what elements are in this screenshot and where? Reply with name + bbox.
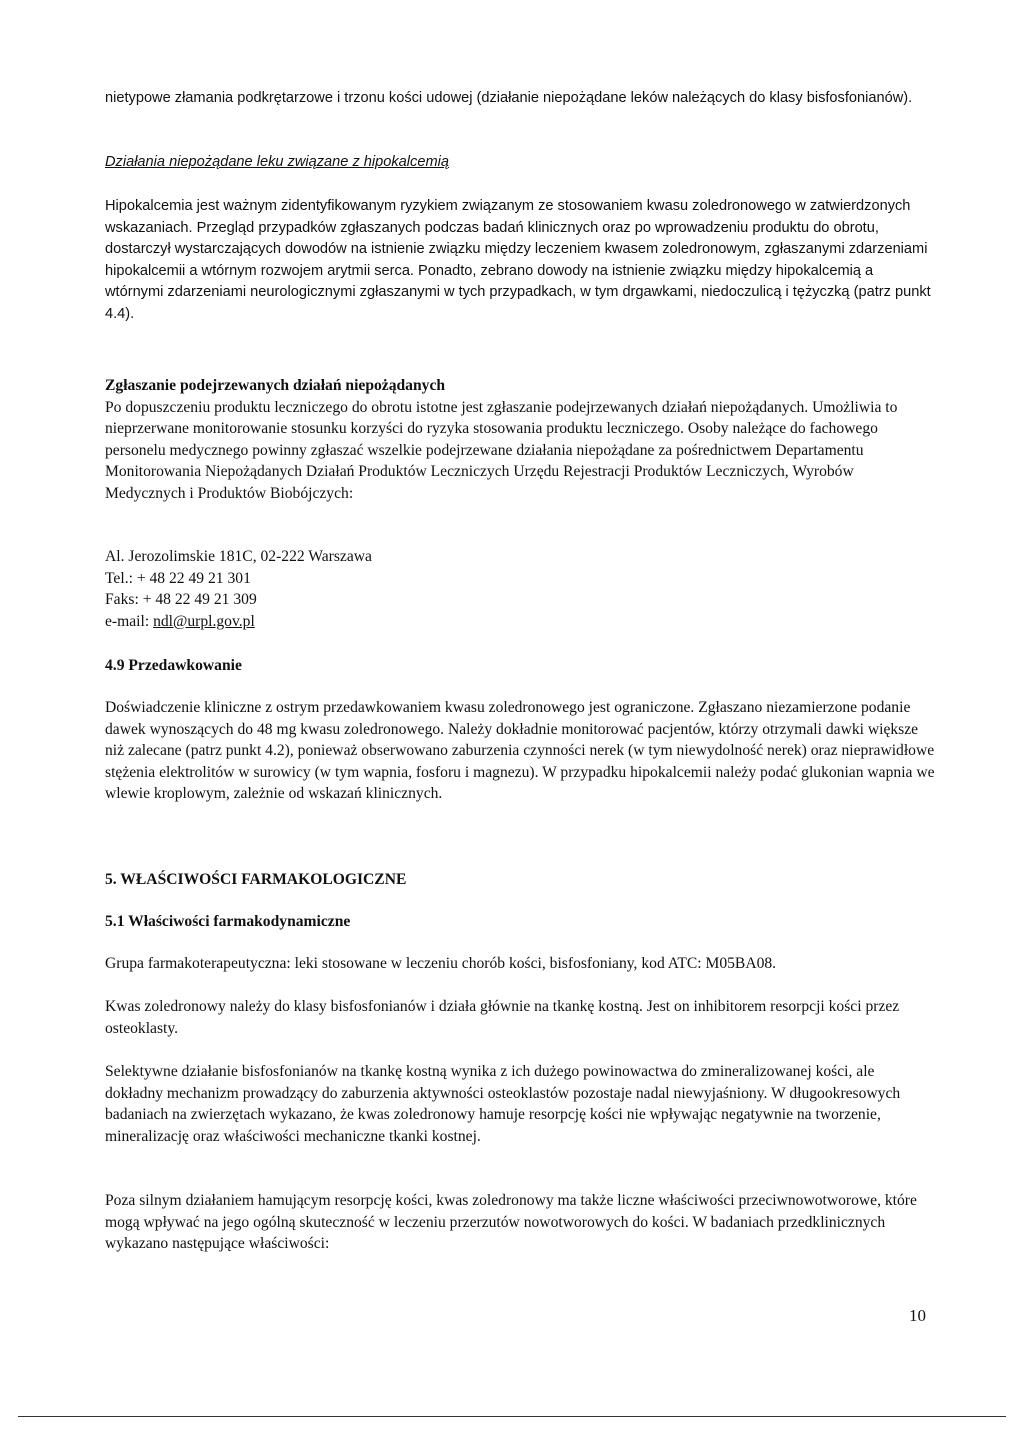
email-link[interactable]: ndl@urpl.gov.pl (153, 612, 255, 630)
address-fax: Faks: + 48 22 49 21 309 (105, 591, 257, 608)
address-email-line (105, 611, 935, 633)
address-block (105, 546, 935, 632)
section-5-1-paragraph-3: Selektywne działanie bisfosfonianów na tkankę kostną wynika z ich dużego powinowactwa do zmineralizowanej kości, ale dokładny mechanizm prowadzący do zaburzenia aktywności osteoklastów pozostaje nadal niewyjaśniony. W długookresowych badaniach na zwierzętach wykazano, że kwas zoledronowy hamuje resorpcję kości nie wpływając negatywnie na tworzenie, mineralizację oraz właściwości mechaniczne tkanki kostnej. (105, 1063, 901, 1145)
paragraph-hypocalcemia: Hipokalcemia jest ważnym zidentyfikowanym ryzykiem związanym ze stosowaniem kwasu zoledronowego w zatwierdzonych wskazaniach. Przegląd przypadków zgłaszanych podczas badań klinicznych oraz po wprowadzeniu produktu do obrotu, dostarczył wystarczających dowodów na istnienie związku między leczeniem kwasem zoledronowym, zgłaszanymi zdarzeniami hipokalcemii a wtórnym rozwojem arytmii serca. Ponadto, zebrano dowody na istnienie związku między hipokalcemią a wtórnymi zdarzeniami neurologicznymi zgłaszanymi w tych przypadkach, w tym drgawkami, niedoczulicą i tężyczką (patrz punkt 4.4). (105, 198, 931, 322)
footer-divider (18, 1416, 1006, 1417)
reporting-body: Po dopuszczeniu produktu leczniczego do obrotu istotne jest zgłaszanie podejrzewanych działań niepożądanych. Umożliwia to nieprzerwane monitorowanie stosunku korzyści do ryzyka stosowania produktu leczniczego. Osoby należące do fachowego personelu medycznego powinny zgłaszać wszelkie podejrzewane działania niepożądane za pośrednictwem Departamentu Monitorowania Niepożądanych Działań Produktów Leczniczych Urzędu Rejestracji Produktów Leczniczych, Wyrobów Medycznych i Produktów Biobójczych: (105, 398, 898, 502)
address-street: Al. Jerozolimskie 181C, 02-222 Warszawa (105, 548, 372, 565)
section-4-9-heading: 4.9 Przedawkowanie (105, 657, 242, 674)
subheading-hypocalcemia: Działania niepożądane leku związane z hipokalcemią (105, 154, 449, 170)
address-phone: Tel.: + 48 22 49 21 301 (105, 569, 251, 587)
paragraph-intro: nietypowe złamania podkrętarzowe i trzonu kości udowej (działanie niepożądane leków należących do klasy bisfosfonianów). (105, 90, 913, 106)
section-5-heading: 5. WŁAŚCIWOŚCI FARMAKOLOGICZNE (105, 871, 407, 888)
reporting-section (105, 375, 935, 504)
section-5-1-paragraph-4: Poza silnym działaniem hamującym resorpcję kości, kwas zoledronowy ma także liczne właściwości przeciwnowotworowe, które mogą wpływać na jego ogólną skuteczność w leczeniu przerzutów nowotworowych do kości. W badaniach przedklinicznych wykazano następujące właściwości: (105, 1192, 917, 1252)
section-5-1-paragraph-2: Kwas zoledronowy należy do klasy bisfosfonianów i działa głównie na tkankę kostną. Jest on inhibitorem resorpcji kości przez osteoklasty. (105, 998, 900, 1037)
section-5-1-heading: 5.1 Właściwości farmakodynamiczne (105, 913, 351, 930)
section-4-9-body: Doświadczenie kliniczne z ostrym przedawkowaniem kwasu zoledronowego jest ograniczone. Zgłaszano niezamierzone podanie dawek wynoszących do 48 mg kwasu zoledronowego. Należy dokładnie monitorować pacjentów, którzy otrzymali dawki większe niż zalecane (patrz punkt 4.2), ponieważ obserwowano zaburzenia czynności nerek (w tym niewydolność nerek) oraz nieprawidłowe stężenia elektrolitów w surowicy (w tym wapnia, fosforu i magnezu). W przypadku hipokalcemii należy podać glukonian wapnia we wlewie kroplowym, zależnie od wskazań klinicznych. (105, 699, 935, 802)
email-label: e-mail: (105, 612, 154, 630)
reporting-heading: Zgłaszanie podejrzewanych działań niepożądanych (105, 377, 446, 394)
page-number: 10 (909, 1306, 926, 1325)
section-5-1-paragraph-1: Grupa farmakoterapeutyczna: leki stosowane w leczeniu chorób kości, bisfosfoniany, kod ATC: M05BA08. (105, 955, 777, 972)
